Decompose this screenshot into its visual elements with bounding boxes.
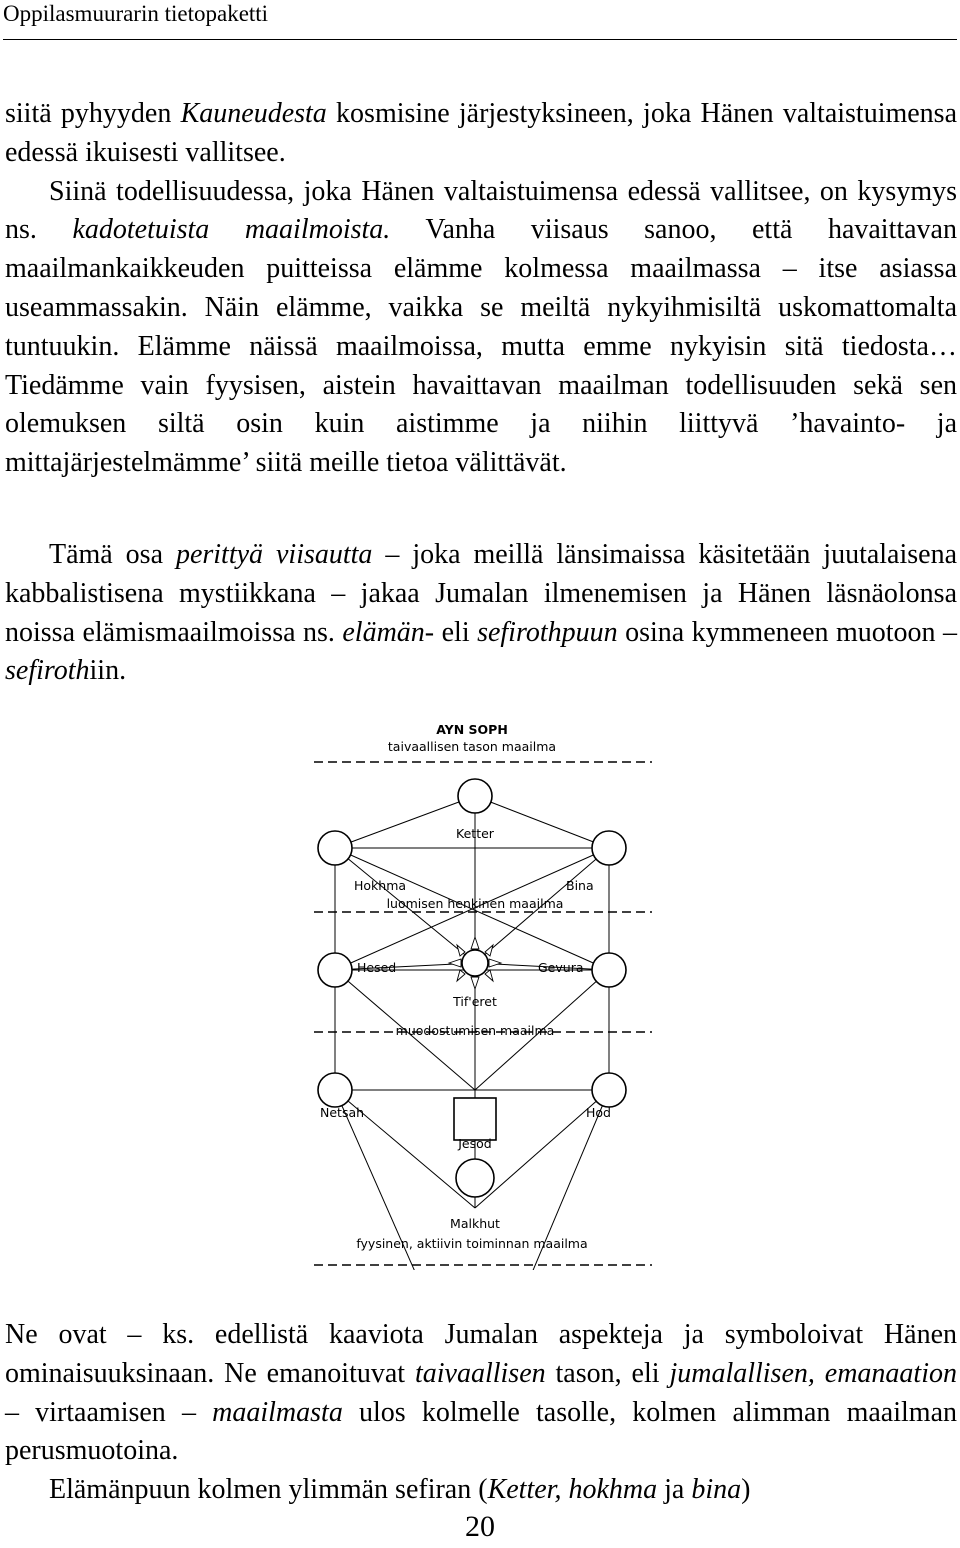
diagram-headings bbox=[388, 722, 556, 754]
ketter-label: Ketter bbox=[456, 826, 494, 841]
physical-world-label: fyysinen, aktiivin toiminnan maailma bbox=[356, 1236, 588, 1251]
p1-text-3: Siinä todellisuudessa, joka Hänen valtaistuimensa edessä vallitsee, on kysymys ns. bbox=[5, 175, 957, 246]
p1-italic-2: kadotetuista maailmoista. bbox=[72, 214, 391, 246]
p3-text-6: ja bbox=[657, 1474, 692, 1506]
paragraph-3 bbox=[5, 1316, 957, 1510]
netsah-label: Netsah bbox=[320, 1105, 365, 1120]
p3-italic-3: maailmasta bbox=[212, 1396, 343, 1428]
malkhut-label: Malkhut bbox=[450, 1216, 500, 1231]
hod-label: Hod bbox=[586, 1105, 611, 1120]
p3-text-7: ) bbox=[741, 1474, 751, 1506]
p2-text-3: eli bbox=[434, 616, 478, 648]
p2-text-1: Tämä osa bbox=[49, 539, 176, 570]
p1-text-1: siitä pyhyyden bbox=[5, 98, 181, 129]
p1-italic-1: Kauneudesta bbox=[180, 98, 327, 129]
p1-text-2: kosmisine järjestyksineen, joka Hänen valtaistuimensa edessä ikuisesti vallitsee. bbox=[5, 98, 958, 168]
p3-text-2: tason, eli bbox=[545, 1357, 670, 1389]
hod-node bbox=[592, 1073, 626, 1107]
jesod-label: Jesod bbox=[458, 1136, 492, 1151]
bina-label: Bina bbox=[566, 878, 594, 893]
p2-italic-2: elämän- bbox=[342, 616, 435, 648]
gevura-node bbox=[592, 953, 626, 987]
page-number: 20 bbox=[465, 1510, 495, 1543]
jesod-node bbox=[454, 1098, 496, 1140]
p2-italic-4: sefiroth bbox=[5, 655, 90, 687]
paragraph-2 bbox=[5, 536, 957, 691]
ayn-soph-label: AYN SOPH bbox=[436, 722, 508, 737]
header-rule bbox=[3, 39, 957, 40]
running-header: Oppilasmuurarin tietopaketti bbox=[3, 1, 269, 26]
p3-text-4: ulos kolmelle tasolle, kolmen alimman maailman perusmuotoina. bbox=[5, 1396, 957, 1467]
p3-text-3: – virtaamisen – bbox=[5, 1396, 213, 1428]
p2-text-5: iin. bbox=[89, 655, 127, 687]
tiferet-label: Tif'eret bbox=[453, 994, 497, 1009]
sefirot-nodes bbox=[318, 779, 626, 1197]
sefiroth-tree-diagram bbox=[312, 718, 658, 1270]
p3-text-1: Ne ovat – ks. edellistä kaaviota Jumalan aspekteja ja symboloivat Hänen ominaisuuksinaan. Ne emanoituvat bbox=[5, 1319, 957, 1389]
creation-world-label: luomisen henkinen maailma bbox=[386, 896, 564, 911]
heavenly-world-label: taivaallisen tason maailma bbox=[387, 739, 557, 754]
p2-text-2: – joka meillä länsimaissa käsitetään juutalaisena kabbalistisena mystiikkana – jakaa Jumalan ilmenemisen ja Hänen läsnäolonsa noissa elämismaailmoissa ns. bbox=[5, 539, 958, 648]
tiferet-node bbox=[462, 950, 488, 976]
bina-node bbox=[592, 831, 626, 865]
p2-italic-3: sefirothpuun bbox=[477, 616, 618, 648]
malkhut-node bbox=[456, 1159, 494, 1197]
p2-text-4: osina kymmeneen muotoon – bbox=[617, 616, 957, 648]
p3-italic-1: taivaallisen bbox=[414, 1357, 546, 1389]
p3-text-5: Elämänpuun kolmen ylimmän sefiran ( bbox=[49, 1474, 488, 1506]
p1-text-4: Vanha viisaus sanoo, että havaittavan maailmankaikkeuden puitteissa elämme kolmessa maailmassa – itse asiassa useammassakin. Näin elämme, vaikka se meiltä nykyihmisiltä uskomattomalta tuntuukin. Elämme näissä maailmoissa, mutta emme nykyisin sitä tiedosta… Tiedämme vain fyysisen, aistein havaittavan maailman todellisuuden sekä sen olemuksen siltä osin kuin aistimme ja niihin liittyvä ’havainto- ja mittajärjestelmämme’ siitä meille tietoa välittävät. bbox=[5, 214, 957, 479]
ketter-node bbox=[458, 779, 492, 813]
hokhma-node bbox=[318, 831, 352, 865]
p2-italic-1: perittyä viisautta bbox=[175, 539, 373, 570]
formation-world-label: muodostumisen maailma bbox=[395, 1023, 555, 1038]
hokhma-label: Hokhma bbox=[354, 878, 407, 893]
hesed-label: Hesed bbox=[357, 960, 397, 975]
netsah-node bbox=[318, 1073, 352, 1107]
p3-italic-2: jumalallisen, emanaation bbox=[669, 1357, 957, 1389]
p3-italic-5: bina bbox=[691, 1474, 742, 1506]
p3-italic-4: Ketter, hokhma bbox=[487, 1474, 658, 1506]
hesed-node bbox=[318, 953, 352, 987]
gevura-label: Gevura bbox=[538, 960, 584, 975]
paragraph-1 bbox=[5, 95, 957, 483]
